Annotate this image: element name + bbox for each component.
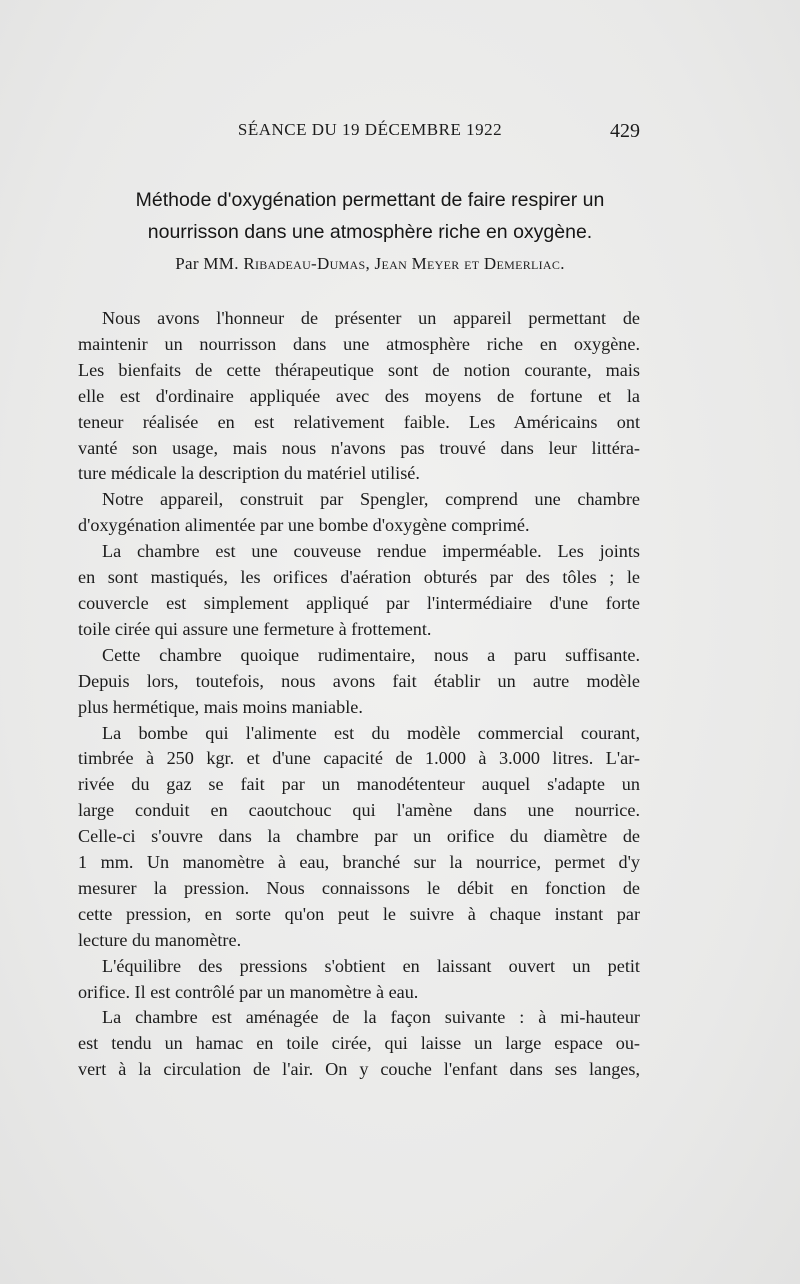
authors-prefix: Par MM. <box>175 254 239 273</box>
text-line: La bombe qui l'alimente est du modèle commercial courant, <box>102 722 640 743</box>
text-line: couvercle est simplement appliqué par l'intermédiaire d'une forte <box>78 592 640 613</box>
text-line: plus hermétique, mais moins maniable. <box>78 696 363 717</box>
text-line: 1 mm. Un manomètre à eau, branché sur la nourrice, permet d'y <box>78 852 640 873</box>
text-line: Depuis lors, toutefois, nous avons fait établir un autre modèle <box>78 670 640 691</box>
text-line: maintenir un nourrisson dans une atmosphère riche en oxygène. <box>78 333 640 354</box>
article-title-line: nourrisson dans une atmosphère riche en oxygène. <box>147 221 593 243</box>
text-line: orifice. Il est contrôlé par un manomètre à eau. <box>78 981 419 1002</box>
authors-names: Ribadeau-Dumas, Jean Meyer et Demerliac. <box>243 254 565 273</box>
text-line: Cette chambre quoique rudimentaire, nous a paru suffisante. <box>102 644 640 665</box>
running-header <box>80 120 640 150</box>
text-line: Notre appareil, construit par Spengler, comprend une chambre <box>102 489 640 510</box>
page-number: 429 <box>610 120 640 142</box>
text-line: Les bienfaits de cette thérapeutique sont de notion courante, mais <box>78 359 640 380</box>
text-line: La chambre est aménagée de la façon suivante : à mi-hauteur <box>102 1007 640 1028</box>
text-line: toile cirée qui assure une fermeture à frottement. <box>78 618 432 639</box>
text-line: La chambre est une couveuse rendue imperméable. Les joints <box>102 541 640 562</box>
text-line: timbrée à 250 kgr. et d'une capacité de 1.000 à 3.000 litres. L'ar- <box>78 748 640 769</box>
text-line: large conduit en caoutchouc qui l'amène dans une nourrice. <box>78 800 640 821</box>
text-line: L'équilibre des pressions s'obtient en laissant ouvert un petit <box>102 955 640 976</box>
text-line: vanté son usage, mais nous n'avons pas trouvé dans leur littéra- <box>78 437 640 458</box>
text-line: lecture du manomètre. <box>78 929 242 950</box>
text-line: mesurer la pression. Nous connaissons le débit en fonction de <box>78 877 640 898</box>
text-line: vert à la circulation de l'air. On y couche l'enfant dans ses langes, <box>78 1059 640 1080</box>
text-line: Nous avons l'honneur de présenter un appareil permettant de <box>102 308 640 328</box>
text-line: est tendu un hamac en toile cirée, qui laisse un large espace ou- <box>78 1033 640 1054</box>
text-line: cette pression, en sorte qu'on peut le suivre à chaque instant par <box>78 903 640 924</box>
article-body <box>78 306 640 1083</box>
article-authors <box>80 254 660 274</box>
session-title: SÉANCE DU 19 DÉCEMBRE 1922 <box>237 120 503 139</box>
text-line: rivée du gaz se fait par un manodétenteur auquel s'adapte un <box>78 774 640 795</box>
article-title <box>90 184 650 248</box>
article-title-line: Méthode d'oxygénation permettant de faire respirer un <box>135 189 605 211</box>
text-line: en sont mastiqués, les orifices d'aération obturés par des tôles ; le <box>78 567 640 588</box>
text-line: ture médicale la description du matériel utilisé. <box>78 463 420 484</box>
text-line: Celle-ci s'ouvre dans la chambre par un orifice du diamètre de <box>78 826 640 847</box>
text-line: elle est d'ordinaire appliquée avec des moyens de fortune et la <box>78 385 640 406</box>
text-line: teneur réalisée en est relativement faible. Les Américains ont <box>78 411 640 432</box>
text-line: d'oxygénation alimentée par une bombe d'oxygène comprimé. <box>78 515 530 536</box>
